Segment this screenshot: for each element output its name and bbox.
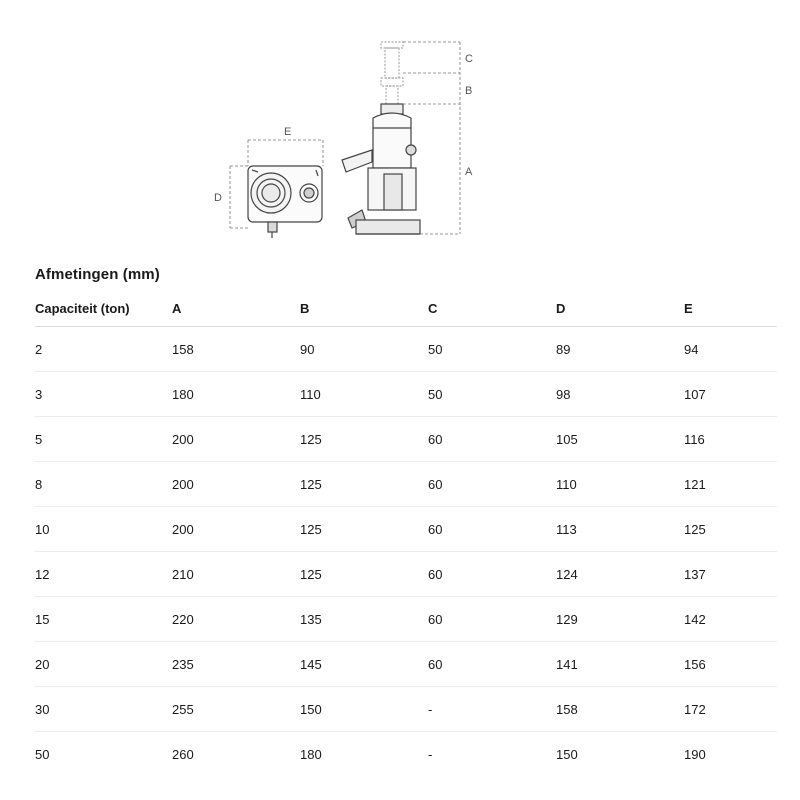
- table-cell: 145: [300, 642, 428, 687]
- dimension-label-b: B: [465, 85, 473, 97]
- table-header-row: [35, 290, 777, 327]
- header-c: C: [428, 290, 556, 327]
- table-row: [35, 462, 777, 507]
- table-cell: 150: [300, 687, 428, 732]
- table-cell: 12: [35, 552, 172, 597]
- table-cell: 125: [684, 507, 777, 552]
- table-cell: 158: [172, 327, 300, 372]
- table-cell: 125: [300, 552, 428, 597]
- header-b: B: [300, 290, 428, 327]
- table-cell: 60: [428, 552, 556, 597]
- dimension-label-e: E: [284, 126, 292, 138]
- table-cell: 50: [428, 372, 556, 417]
- table-cell: 142: [684, 597, 777, 642]
- table-cell: 135: [300, 597, 428, 642]
- header-capacity: Capaciteit (ton): [35, 290, 172, 327]
- table-cell: 137: [684, 552, 777, 597]
- table-cell: 60: [428, 597, 556, 642]
- table-row: [35, 597, 777, 642]
- dimensions-table: [35, 290, 777, 776]
- table-cell: 158: [556, 687, 684, 732]
- table-cell: 110: [300, 372, 428, 417]
- table-cell: 125: [300, 417, 428, 462]
- table-cell: 124: [556, 552, 684, 597]
- table-cell: 180: [300, 746, 322, 762]
- table-cell: 172: [684, 687, 777, 732]
- table-cell: 200: [172, 462, 300, 507]
- section-title: Afmetingen (mm): [35, 266, 160, 283]
- table-cell: 190: [684, 746, 706, 762]
- table-row: [35, 372, 777, 417]
- table-cell: 30: [35, 687, 172, 732]
- table-cell: 90: [300, 327, 428, 372]
- table-cell: 200: [172, 507, 300, 552]
- table-cell: 10: [35, 507, 172, 552]
- table-cell: 3: [35, 372, 172, 417]
- table-cell: 110: [556, 462, 684, 507]
- table-cell: 235: [172, 642, 300, 687]
- table-cell: 89: [556, 327, 684, 372]
- table-cell: 20: [35, 642, 172, 687]
- table-cell: 50: [428, 327, 556, 372]
- table-cell: 141: [556, 642, 684, 687]
- table-cell: 60: [428, 462, 556, 507]
- dimension-label-a: A: [465, 166, 473, 178]
- jack-top-view: [248, 166, 322, 238]
- table-row: [35, 552, 777, 597]
- table-cell: 125: [300, 462, 428, 507]
- table-cell: 156: [684, 642, 777, 687]
- table-cell: 98: [556, 372, 684, 417]
- table-cell: 15: [35, 597, 172, 642]
- table-cell: 180: [172, 372, 300, 417]
- table-cell: 107: [684, 372, 777, 417]
- table-row: [35, 642, 777, 687]
- table-cell: 220: [172, 597, 300, 642]
- jack-side-view: [342, 42, 420, 234]
- table-cell: 5: [35, 417, 172, 462]
- table-cell: 60: [428, 507, 556, 552]
- table-cell: 129: [556, 597, 684, 642]
- header-d: D: [556, 290, 684, 327]
- table-cell: -: [428, 687, 556, 732]
- table-cell: 150: [556, 746, 578, 762]
- table-row: [35, 507, 777, 552]
- table-cell: 260: [172, 746, 194, 762]
- table-cell: 8: [35, 462, 172, 507]
- table-cell: 50: [35, 746, 50, 762]
- table-row: [35, 687, 777, 732]
- table-cell: 210: [172, 552, 300, 597]
- table-row: [35, 417, 777, 462]
- table-cell: 60: [428, 417, 556, 462]
- table-cell: 113: [556, 507, 684, 552]
- header-e: E: [684, 290, 777, 327]
- header-a: A: [172, 290, 300, 327]
- table-row: [35, 732, 777, 777]
- table-cell: -: [428, 746, 433, 762]
- table-cell: 200: [172, 417, 300, 462]
- table-cell: 105: [556, 417, 684, 462]
- dimension-label-d: D: [214, 192, 222, 204]
- table-cell: 94: [684, 327, 777, 372]
- table-cell: 2: [35, 327, 172, 372]
- table-row: [35, 327, 777, 372]
- table-cell: 125: [300, 507, 428, 552]
- table-cell: 121: [684, 462, 777, 507]
- table-cell: 60: [428, 642, 556, 687]
- table-cell: 116: [684, 417, 777, 462]
- hydraulic-jack-diagram: [200, 30, 500, 250]
- dimension-label-c: C: [465, 53, 473, 65]
- table-cell: 255: [172, 687, 300, 732]
